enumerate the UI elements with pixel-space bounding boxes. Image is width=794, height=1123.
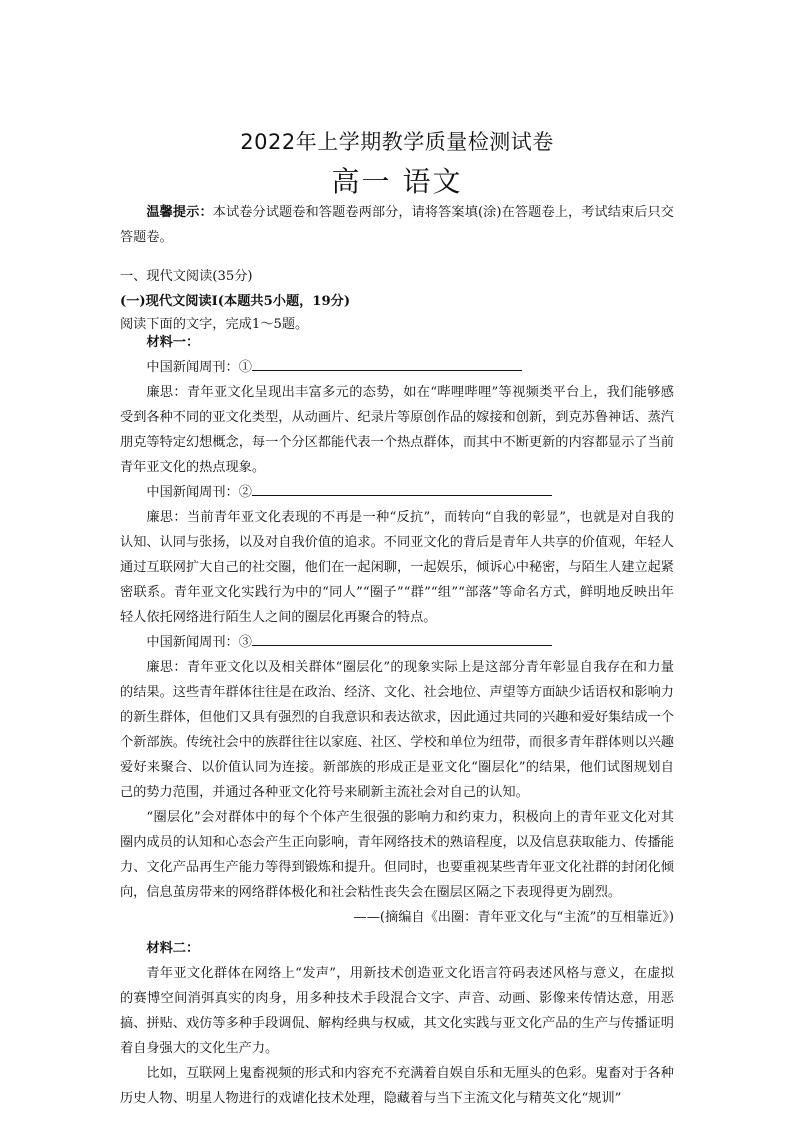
question-blank-2 (252, 480, 552, 496)
notice-label: 温馨提示： (146, 205, 213, 220)
interview-answer-3 (120, 655, 674, 805)
question-label: 中国新闻周刊：① (146, 360, 252, 375)
interview-question-2 (120, 480, 674, 505)
answer-text: 青年亚文化呈现出丰富多元的态势，如在“哔哩哔哩”等视频类平台上，我们能够感受到各种不同的亚文化类型，从动画片、纪录片等原创作品的嫁接和创新，到克苏鲁神话、蒸汽朋克等特定幻想概念，每一个分区都能代表一个热点群体，而其中不断更新的内容都显示了当前青年亚文化的热点现象。 (120, 385, 674, 475)
material2-paragraph-1: 青年亚文化群体在网络上“发声”，用新技术创造亚文化语言符码表述风格与意义，在虚拟的赛博空间消弭真实的肉身，用多种技术手段混合文字、声音、动画、影像来传情达意，用恶搞、拼贴、戏仿等多种手段调侃、解构经典与权威，其文化实践与亚文化产品的生产与传播证明着自身强大的文化生产力。 (120, 966, 674, 1056)
answer-text: 当前青年亚文化表现的不再是一种“反抗”，而转向“自我的彰显”，也就是对自我的认知、认同与张扬，以及对自我价值的追求。不同亚文化的背后是青年人共享的价值观，年轻人通过互联网扩大自己的社交圈，他们在一起闲聊，一起娱乐，倾诉心中秘密，与陌生人建立起紧密联系。青年亚文化实践行为中的“同人”“圈子”“群”“组”“部落”等命名方式，鲜明地反映出年轻人依托网络进行陌生人之间的圈层化再聚合的特点。 (120, 510, 674, 625)
question-label: 中国新闻周刊：② (146, 485, 252, 500)
section-heading: 一、现代文阅读(35分) (120, 269, 253, 284)
speaker-label: 廉思： (146, 385, 187, 400)
material2-paragraph-2: 比如，互联网上鬼畜视频的形式和内容充不充满着自娱自乐和无厘头的色彩。鬼畜对于各种历史人物、明星人物进行的戏谑化技术处理，隐藏着与当下主流文化与精英文化“规训” (120, 1066, 674, 1106)
exam-subject: 高一 语文 (331, 165, 463, 198)
speaker-label: 廉思： (146, 660, 187, 675)
material1-extra-paragraph: “圈层化”会对群体中的每个个体产生很强的影响力和约束力，积极向上的青年亚文化对其圈内成员的认知和心态会产生正向影响，青年网络技术的熟谙程度，以及信息获取能力、传播能力、文化产品再生产能力等得到锻炼和提升。但同时，也要重视某些青年亚文化社群的封闭化倾向，信息茧房带来的网络群体极化和社会粘性丧失会在圈层区隔之下表现得更为剧烈。 (120, 810, 674, 900)
interview-question-3 (120, 630, 674, 655)
section-subheading: (一)现代文阅读Ⅰ(本题共5小题，19分) (120, 294, 351, 309)
question-label: 中国新闻周刊：③ (146, 635, 252, 650)
reading-material (120, 330, 674, 1111)
section-instruction: 阅读下面的文字，完成1～5题。 (120, 317, 309, 332)
notice (120, 200, 674, 250)
question-blank-1 (252, 355, 522, 371)
notice-text: 本试卷分试题卷和答题卷两部分，请将答案填(涂)在答题卷上，考试结束后只交答题卷。 (120, 205, 674, 245)
notice-paragraph (120, 200, 674, 250)
material1-title: 材料一： (146, 335, 200, 350)
material2-title: 材料二： (146, 941, 200, 956)
question-blank-3 (252, 630, 552, 646)
speaker-label: 廉思： (146, 510, 187, 525)
interview-answer-2 (120, 505, 674, 630)
interview-answer-1 (120, 380, 674, 480)
interview-question-1 (120, 355, 674, 380)
answer-text: 青年亚文化以及相关群体“圈层化”的现象实际上是这部分青年彰显自我存在和力量的结果。这些青年群体往往是在政治、经济、文化、社会地位、声望等方面缺少话语权和影响力的新生群体，但他们又具有强烈的自我意识和表达欲求，因此通过共同的兴趣和爱好集结成一个个新部族。传统社会中的族群往往以家庭、社区、学校和单位为纽带，而很多青年群体则以兴趣爱好来聚合、以价值认同为连接。新部族的形成正是亚文化“圈层化”的结果，他们试图规划自己的势力范围，并通过各种亚文化符号来刷新主流社会对自己的认知。 (120, 660, 674, 800)
exam-title: 2022年上学期教学质量检测试卷 (240, 130, 554, 154)
material1-source: ——(摘编自《出圈：青年亚文化与“主流”的互相靠近》) (353, 910, 674, 925)
